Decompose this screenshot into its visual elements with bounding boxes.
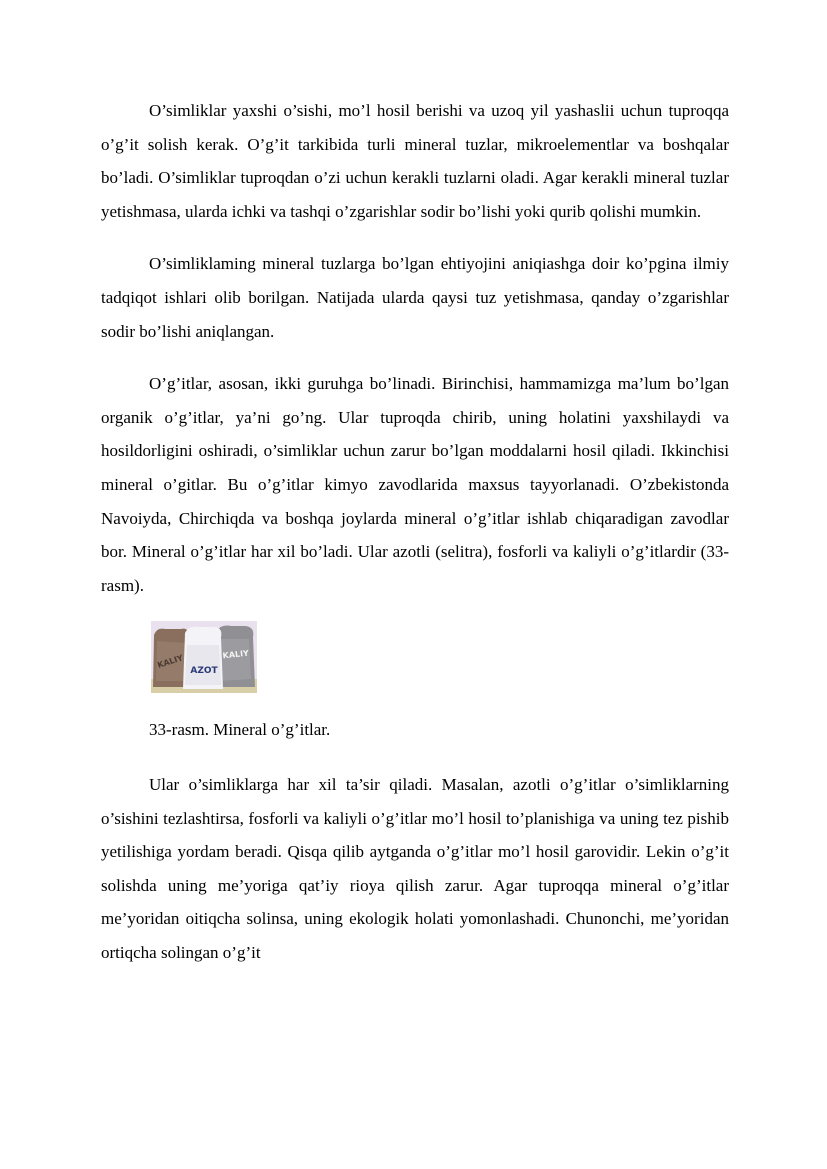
center-bag-label: AZOT — [190, 666, 218, 677]
paragraph-3: O’g’itlar, asosan, ikki guruhga bo’linadi. Birinchisi, hammamizga ma’lum bo’lgan organik o’g’itlar, ya’ni go’ng. Ular tuproqda chirib, uning holatini yaxshilaydi va hosildorligini oshiradi, o’simliklar uchun zarur bo’lgan moddalarni hosil qiladi. Ikkinchisi mineral o’gitlar. Bu o’g’itlar kimyo zavodlarida maxsus tayyorlanadi. O’zbekistonda Navoiyda, Chirchiqda va boshqa joylarda mineral o’g’itlar ishlab chiqaradigan zavodlar bor. Mineral o’g’itlar har xil bo’ladi. Ular azotli (selitra), fosforli va kaliyli o’g’itlardir (33-rasm). — [101, 374, 729, 595]
paragraph-1: O’simliklar yaxshi o’sishi, mo’l hosil berishi va uzoq yil yashaslii uchun tuproqqa o’g’it solish kerak. O’g’it tarkibida turli mineral tuzlar, mikroelementlar va boshqalar bo’ladi. O’simliklar tuproqdan o’zi uchun kerakli tuzlarni oladi. Agar kerakli mineral tuzlar yetishmasa, ularda ichki va tashqi o’zgarishlar sodir bo’lishi yoki qurib qolishi mumkin. — [101, 101, 729, 221]
figure-caption: 33-rasm. Mineral o’g’itlar. — [149, 720, 331, 740]
fertilizer-bags-image — [151, 621, 257, 693]
right-bag-label: KALIY — [222, 648, 250, 661]
fertilizer-bags-illustration — [151, 621, 257, 693]
paragraph-4: Ular o’simliklarga har xil ta’sir qiladi. Masalan, azotli o’g’itlar o’simliklarning o’sishini tezlashtirsa, fosforli va kaliyli o’g’itlar mo’l hosil to’planishiga va uning tez pishib yetilishiga yordam beradi. Qisqa qilib aytganda o’g’itlar mo’l hosil garovidir. Lekin o’g’it solishda uning me’yoriga qat’iy rioya qilish zarur. Agar tuproqqa mineral o’g’itlar me’yoridan oitiqcha solinsa, uning ekologik holati yomonlashadi. Chunonchi, me’yoridan ortiqcha solingan o’g’it — [101, 774, 729, 962]
paragraph-2: O’simliklaming mineral tuzlarga bo’lgan ehtiyojini aniqiashga doir ko’pgina ilmiy tadqiqot ishlari olib borilgan. Natijada ularda qaysi tuz yetishmasa, qanday o’zgarishlar sodir bo’lishi aniqlangan. — [101, 254, 729, 341]
left-bag-label: KALIY — [156, 653, 185, 671]
document-page — [101, 94, 729, 988]
